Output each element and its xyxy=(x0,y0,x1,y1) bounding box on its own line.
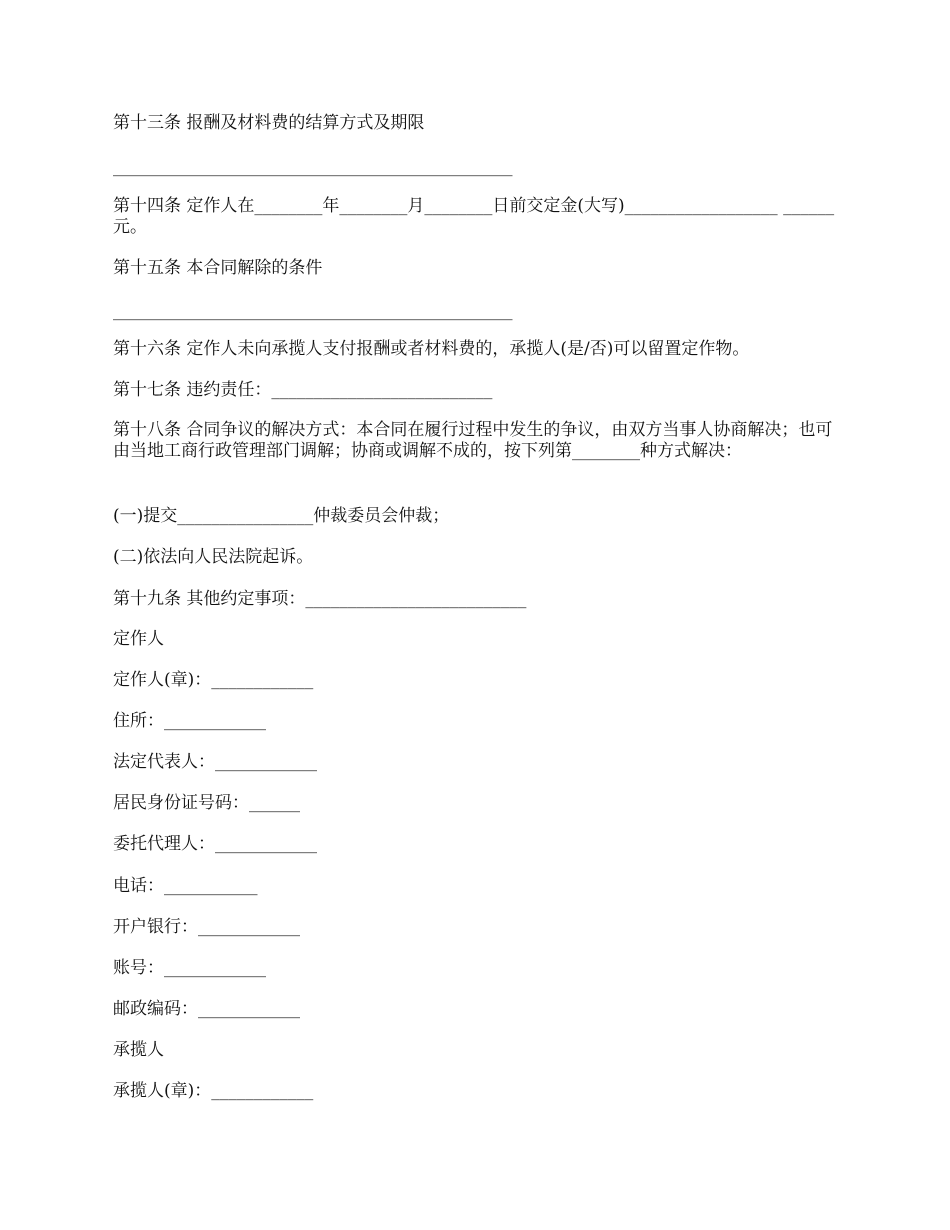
option-2-litigation: (二)依法向人民法院起诉。 xyxy=(113,547,314,567)
party-a-agent-field: 委托代理人：____________ xyxy=(113,834,317,854)
party-a-seal-field: 定作人(章)：____________ xyxy=(113,670,314,690)
party-a-heading: 定作人 xyxy=(113,629,164,649)
party-b-heading: 承揽人 xyxy=(113,1040,164,1060)
party-a-legal-rep-field: 法定代表人：____________ xyxy=(113,752,317,772)
article-13-blank-line: _______________________________________________ xyxy=(113,157,513,177)
party-b-seal-field: 承揽人(章)：____________ xyxy=(113,1081,314,1101)
article-16-text: 第十六条 定作人未向承揽人支付报酬或者材料费的，承揽人(是/否)可以留置定作物。 xyxy=(113,339,750,359)
option-1-arbitration: (一)提交________________仲裁委员会仲裁； xyxy=(113,506,450,526)
article-13-heading: 第十三条 报酬及材料费的结算方式及期限 xyxy=(113,113,425,133)
article-14-text: 第十四条 定作人在________年________月________日前交定金(大写)__________________ ______元。 xyxy=(113,196,835,237)
party-a-account-field: 账号：____________ xyxy=(113,958,266,978)
party-a-phone-field: 电话：___________ xyxy=(113,876,258,896)
article-15-heading: 第十五条 本合同解除的条件 xyxy=(113,258,323,278)
party-a-address-field: 住所：____________ xyxy=(113,711,266,731)
article-19-text: 第十九条 其他约定事项：__________________________ xyxy=(113,589,527,609)
article-17-text: 第十七条 违约责任：__________________________ xyxy=(113,380,493,400)
party-a-bank-field: 开户银行：____________ xyxy=(113,917,300,937)
article-18-text: 第十八条 合同争议的解决方式：本合同在履行过程中发生的争议，由双方当事人协商解决；也可由当地工商行政管理部门调解；协商或调解不成的，按下列第________种方式解决： xyxy=(113,420,833,461)
party-a-postcode-field: 邮政编码：____________ xyxy=(113,999,300,1019)
party-a-id-number-field: 居民身份证号码：______ xyxy=(113,793,300,813)
article-15-blank-line: _______________________________________________ xyxy=(113,301,513,321)
